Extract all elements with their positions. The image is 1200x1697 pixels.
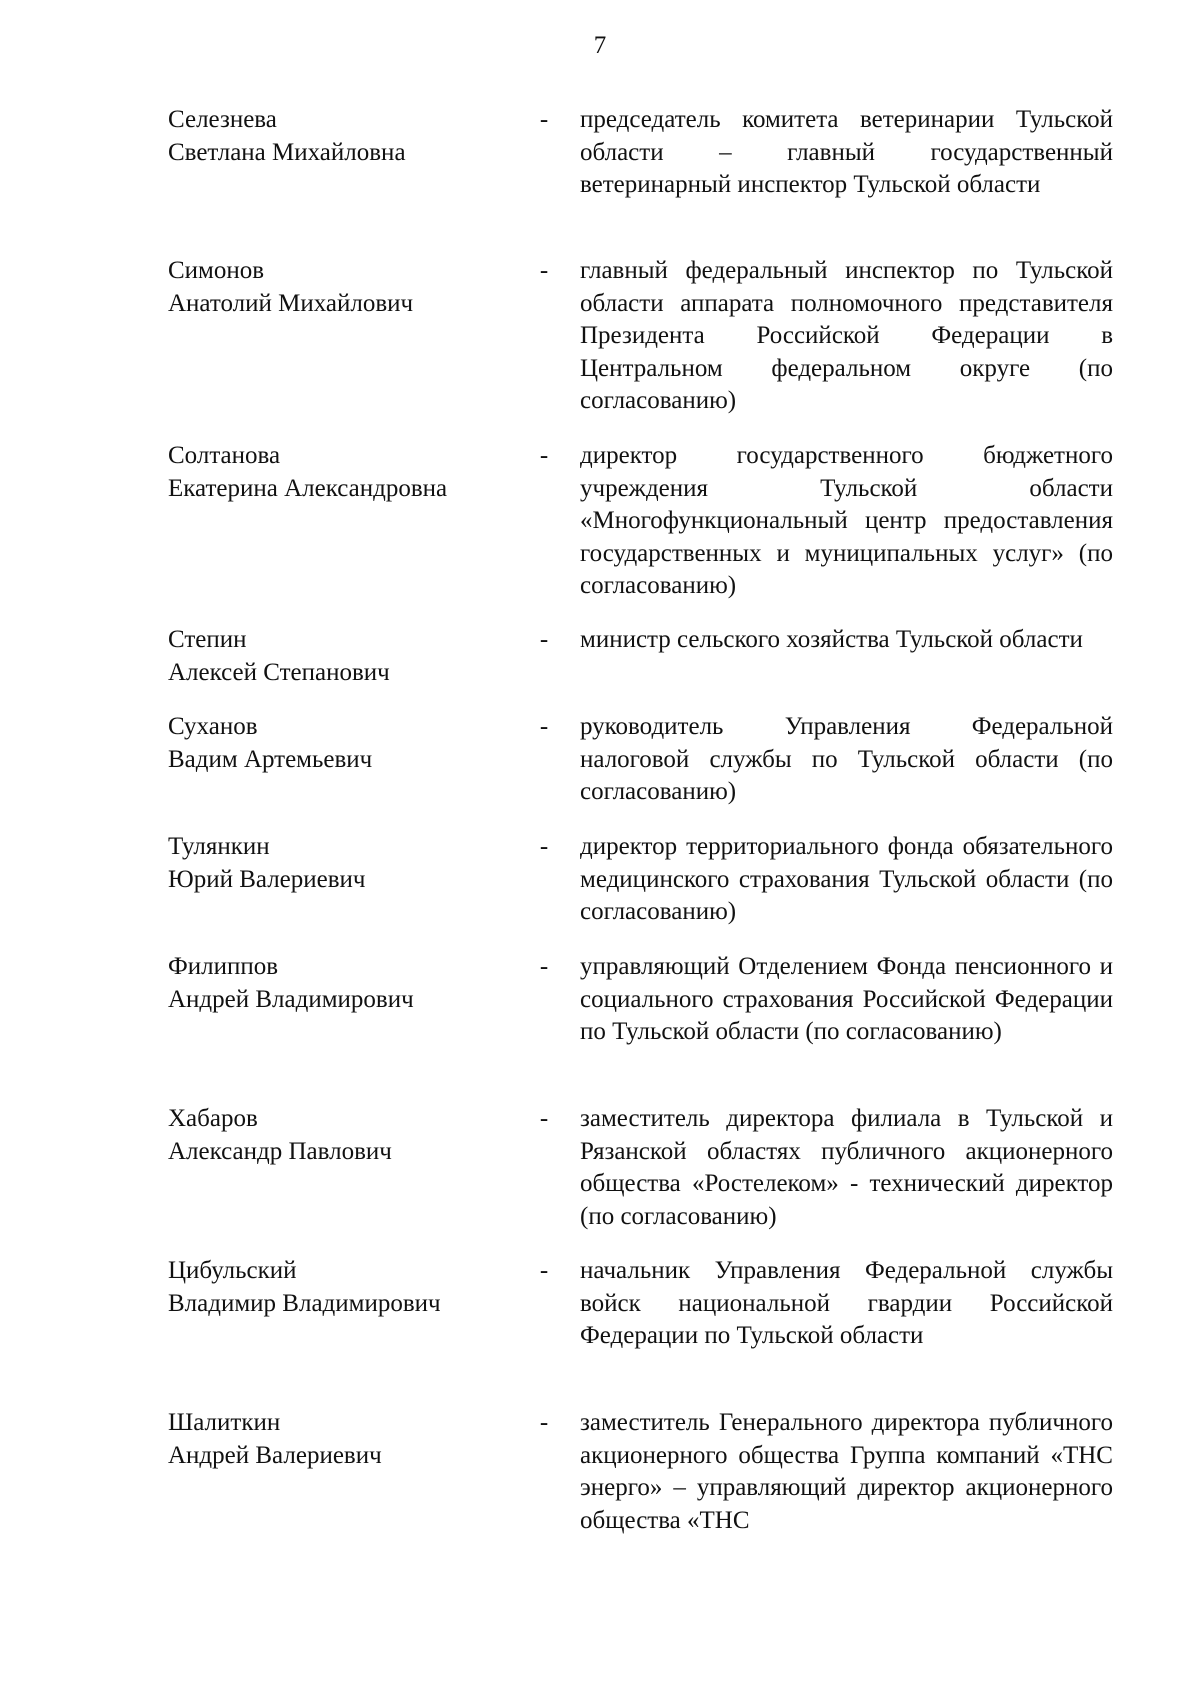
member-given-names: Владимир Владимирович: [168, 1289, 441, 1317]
member-position: министр сельского хозяйства Тульской области: [580, 626, 1083, 653]
member-position: директор государственного бюджетного учреждения Тульской области «Многофункциональный центр предоставления государственных и муниципальных услуг» (по согласованию): [580, 442, 1113, 599]
member-given-names: Екатерина Александровна: [168, 474, 448, 502]
member-position: заместитель директора филиала в Тульской и Рязанской областях публичного акционерного общества «Ростелеком» - технический директор (по согласованию): [580, 1105, 1113, 1230]
separator-dash: -: [539, 1105, 549, 1132]
member-name: [168, 104, 538, 169]
member-position: главный федеральный инспектор по Тульской области аппарата полномочного представителя Президента Российской Федерации в Центральном федеральном округе (по согласованию): [580, 257, 1113, 414]
member-surname: Симонов: [168, 257, 265, 284]
member-position: председатель комитета ветеринарии Тульской области – главный государственный ветеринарный инспектор Тульской области: [580, 106, 1113, 198]
member-given-names: Вадим Артемьевич: [168, 745, 373, 773]
member-position: руководитель Управления Федеральной налоговой службы по Тульской области (по согласованию): [580, 713, 1113, 805]
member-name: [168, 1255, 538, 1320]
separator-dash: -: [539, 713, 549, 740]
member-position: директор территориального фонда обязательного медицинского страхования Тульской области (по согласованию): [580, 833, 1113, 925]
member-name: [168, 440, 538, 505]
member-name: [168, 624, 538, 689]
member-given-names: Александр Павлович: [168, 1137, 392, 1165]
member-surname: Суханов: [168, 713, 258, 740]
member-surname: Хабаров: [168, 1105, 258, 1132]
separator-dash: -: [539, 442, 549, 469]
separator-dash: -: [539, 833, 549, 860]
member-given-names: Светлана Михайловна: [168, 138, 406, 166]
member-given-names: Алексей Степанович: [168, 658, 390, 686]
member-given-names: Андрей Валериевич: [168, 1441, 382, 1469]
separator-dash: -: [539, 1257, 549, 1284]
member-name: [168, 711, 538, 776]
member-given-names: Юрий Валериевич: [168, 865, 366, 893]
member-surname: Степин: [168, 626, 247, 653]
member-name: [168, 1103, 538, 1168]
member-name: [168, 1407, 538, 1472]
separator-dash: -: [539, 626, 549, 653]
member-surname: Селезнева: [168, 106, 277, 133]
member-surname: Филиппов: [168, 953, 279, 980]
separator-dash: -: [539, 1409, 549, 1436]
separator-dash: -: [539, 106, 549, 133]
member-position: начальник Управления Федеральной службы войск национальной гвардии Российской Федерации по Тульской области: [580, 1257, 1113, 1349]
member-name: [168, 255, 538, 320]
member-name: [168, 831, 538, 896]
member-name: [168, 951, 538, 1016]
member-given-names: Андрей Владимирович: [168, 985, 414, 1013]
separator-dash: -: [539, 257, 549, 284]
page-number: 7: [593, 32, 607, 59]
member-position: заместитель Генерального директора публичного акционерного общества Группа компаний «ТНС энерго» – управляющий директор акционерного общества «ТНС: [580, 1409, 1113, 1534]
separator-dash: -: [539, 953, 549, 980]
member-surname: Солтанова: [168, 442, 281, 469]
member-surname: Шалиткин: [168, 1409, 281, 1436]
member-surname: Тулянкин: [168, 833, 270, 860]
member-given-names: Анатолий Михайлович: [168, 289, 414, 317]
member-position: управляющий Отделением Фонда пенсионного и социального страхования Российской Федерации по Тульской области (по согласованию): [580, 953, 1113, 1045]
member-surname: Цибульский: [168, 1257, 297, 1284]
